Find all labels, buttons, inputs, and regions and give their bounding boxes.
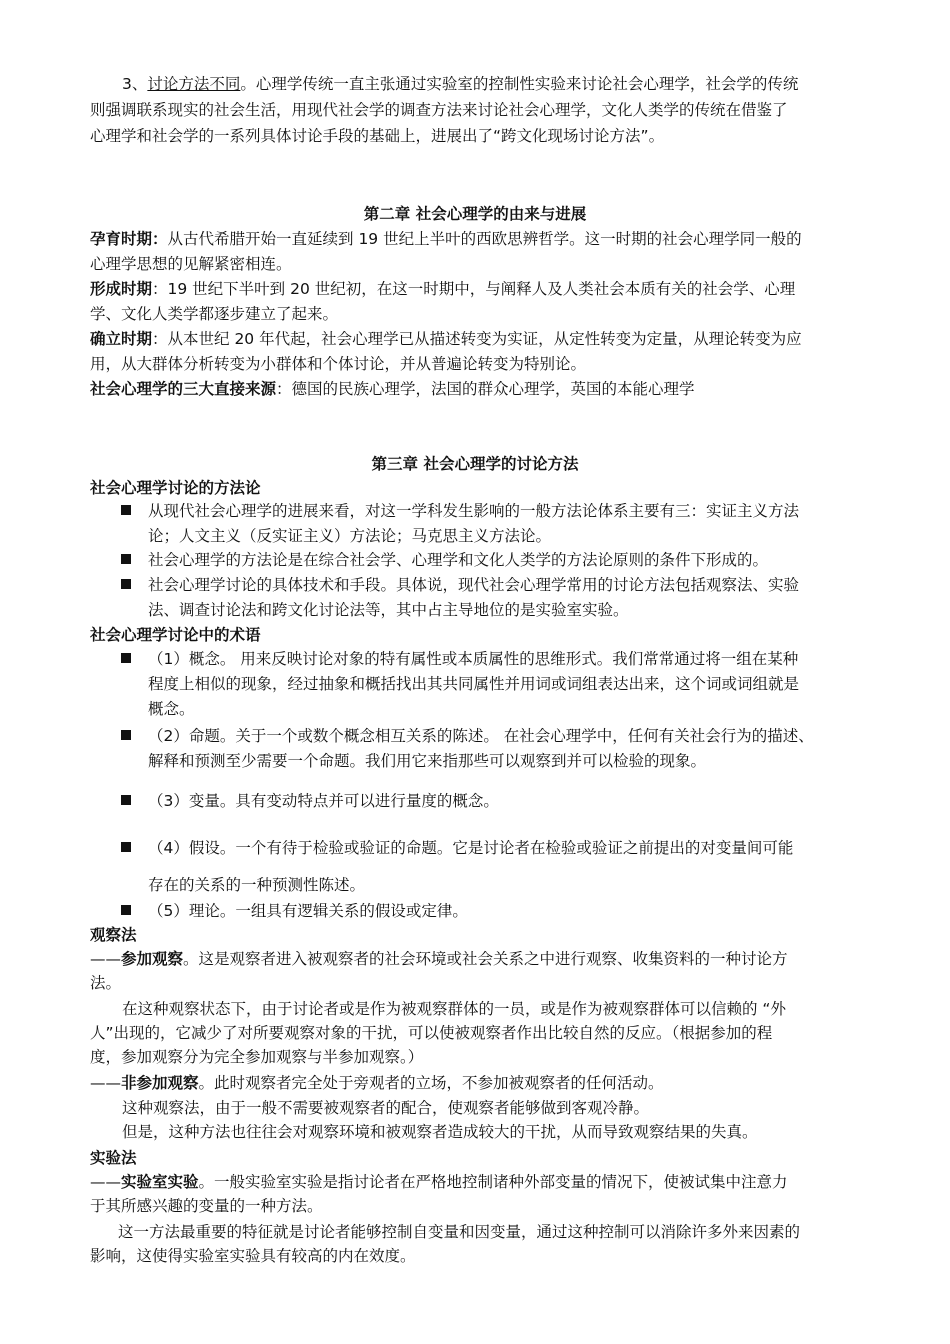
term4-line1: （4）假设。一个有待于检验或验证的命题。它是讨论者在检验或验证之前提出的对变量间可能 [148,839,794,857]
methodology-heading: 社会心理学讨论的方法论 [90,479,261,497]
chapter2-p3-line1 [90,327,870,351]
observation-p4-line1: 这种观察法，由于一般不需要被观察者的配合，使观察者能够做到客观冷静。 [122,1099,650,1117]
chapter2-title: 第二章 社会心理学的由来与进展 [363,205,587,223]
term-label: 形成时期 [90,280,153,298]
methodology-item3-line2: 法、调查讨论法和跨文化讨论法等，其中占主导地位的是实验室实验。 [148,601,629,619]
bullet-square-icon [121,905,131,915]
term-label: 非参加观察 [121,1074,199,1092]
term1-line3: 概念。 [148,700,195,718]
text-line: 。此时观察者完全处于旁观者的立场，不参加被观察者的任何活动。 [198,1074,664,1092]
methodology-item1-line1: 从现代社会心理学的进展来看，对这一学科发生影响的一般方法论体系主要有三：实证主义方法 [148,502,800,520]
paragraph-item3-line1 [122,72,902,96]
methodology-item3-line1: 社会心理学讨论的具体技术和手段。具体说，现代社会心理学常用的讨论方法包括观察法、实验 [148,576,800,594]
observation-heading: 观察法 [90,926,137,944]
text-line: ：德国的民族心理学，法国的群众心理学，英国的本能心理学 [276,380,695,398]
dash: —— [90,1173,121,1191]
experiment-p1-line1 [90,1170,870,1194]
observation-p1-line2: 法。 [90,974,122,992]
dash: —— [90,1074,121,1092]
term-label: 确立时期 [90,330,153,348]
experiment-heading: 实验法 [90,1149,137,1167]
chapter2-p2-line2: 学、文化人类学都逐步建立了起来。 [90,305,339,323]
methodology-item2-line1: 社会心理学的方法论是在综合社会学、心理学和文化人类学的方法论原则的条件下形成的。 [148,551,769,569]
bullet-square-icon [121,505,131,515]
terms-heading: 社会心理学讨论中的术语 [90,626,261,644]
text-line: 从古代希腊开始一直延续到 19 世纪上半叶的西欧思辨哲学。这一时期的社会心理学同一般的 [167,230,802,248]
bullet-square-icon [121,579,131,589]
observation-p2-line3: 度，参加观察分为完全参加观察与半参加观察。） [90,1048,424,1066]
text-line: 。一般实验室实验是指讨论者在严格地控制诸种外部变量的情况下，使被试集中注意力 [198,1173,788,1191]
chapter2-p2-line1 [90,277,870,301]
term5-line1: （5）理论。一组具有逻辑关系的假设或定律。 [148,902,468,920]
bullet-square-icon [121,795,131,805]
term4-line2: 存在的关系的一种预测性陈述。 [148,876,366,894]
term2-line2: 解释和预测至少需要一个命题。我们用它来指那些可以观察到并可以检验的现象。 [148,752,707,770]
bullet-square-icon [121,730,131,740]
observation-p3-line1 [90,1071,870,1095]
experiment-p2-line2: 影响，这使得实验室实验具有较高的内在效度。 [90,1247,416,1265]
paragraph-item3-line3: 心理学和社会学的一系列具体讨论手段的基础上，进展出了“跨文化现场讨论方法”。 [90,127,665,145]
experiment-p2-line1: 这一方法最重要的特征就是讨论者能够控制自变量和因变量，通过这种控制可以消除许多外来因素的 [118,1223,801,1241]
observation-p2-line1: 在这种观察状态下，由于讨论者或是作为被观察群体的一员，或是作为被观察群体可以信赖的 “外 [122,1000,786,1018]
term-label: 孕育时期： [90,230,168,248]
dash: —— [90,950,121,968]
chapter2-p1-line1 [90,227,870,251]
text-line: 。这是观察者进入被观察者的社会环境或社会关系之中进行观察、收集资料的一种讨论方 [183,950,788,968]
chapter2-p3-line2: 用，从大群体分析转变为小群体和个体讨论，并从普遍论转变为特别论。 [90,355,587,373]
bullet-square-icon [121,653,131,663]
term1-line2: 程度上相似的现象，经过抽象和概括找出其共同属性并用词或词组表达出来，这个词或词组就是 [148,675,800,693]
term-label: 实验室实验 [121,1173,199,1191]
observation-p1-line1 [90,947,870,971]
observation-p2-line2: 人”出现的，它减少了对所要观察对象的干扰，可以使被观察者作出比较自然的反应。（根据参加的程 [90,1024,773,1042]
term1-line1: （1）概念。 用来反映讨论对象的特有属性或本质属性的思维形式。我们常常通过将一组在某种 [148,650,799,668]
text-line: ：19 世纪下半叶到 20 世纪初，在这一时期中，与阐释人及人类社会本质有关的社会学、心理 [152,280,796,298]
text-line: ：从本世纪 20 年代起，社会心理学已从描述转变为实证，从定性转变为定量，从理论转变为应 [152,330,802,348]
experiment-p1-line2: 于其所感兴趣的变量的一种方法。 [90,1197,323,1215]
term-label: 社会心理学的三大直接来源 [90,380,277,398]
item-number: 3、 [122,75,148,93]
term3-line1: （3）变量。具有变动特点并可以进行量度的概念。 [148,792,499,810]
item-title: 讨论方法不同 [147,75,241,93]
chapter3-title: 第三章 社会心理学的讨论方法 [371,455,579,473]
observation-p5-line1: 但是，这种方法也往往会对观察环境和被观察者造成较大的干扰，从而导致观察结果的失真。 [122,1123,758,1141]
term2-line1: （2）命题。关于一个或数个概念相互关系的陈述。 在社会心理学中，任何有关社会行为的描述、 [148,727,814,745]
methodology-item1-line2: 论；人文主义（反实证主义）方法论；马克思主义方法论。 [148,527,552,545]
bullet-square-icon [121,554,131,564]
term-label: 参加观察 [121,950,184,968]
bullet-square-icon [121,842,131,852]
chapter2-p1-line2: 心理学思想的见解紧密相连。 [90,255,292,273]
chapter2-p4-line1 [90,377,870,401]
text-line: 。心理学传统一直主张通过实验室的控制性实验来讨论社会心理学，社会学的传统 [240,75,799,93]
paragraph-item3-line2: 则强调联系现实的社会生活，用现代社会学的调查方法来讨论社会心理学，文化人类学的传统在借鉴了 [90,101,788,119]
